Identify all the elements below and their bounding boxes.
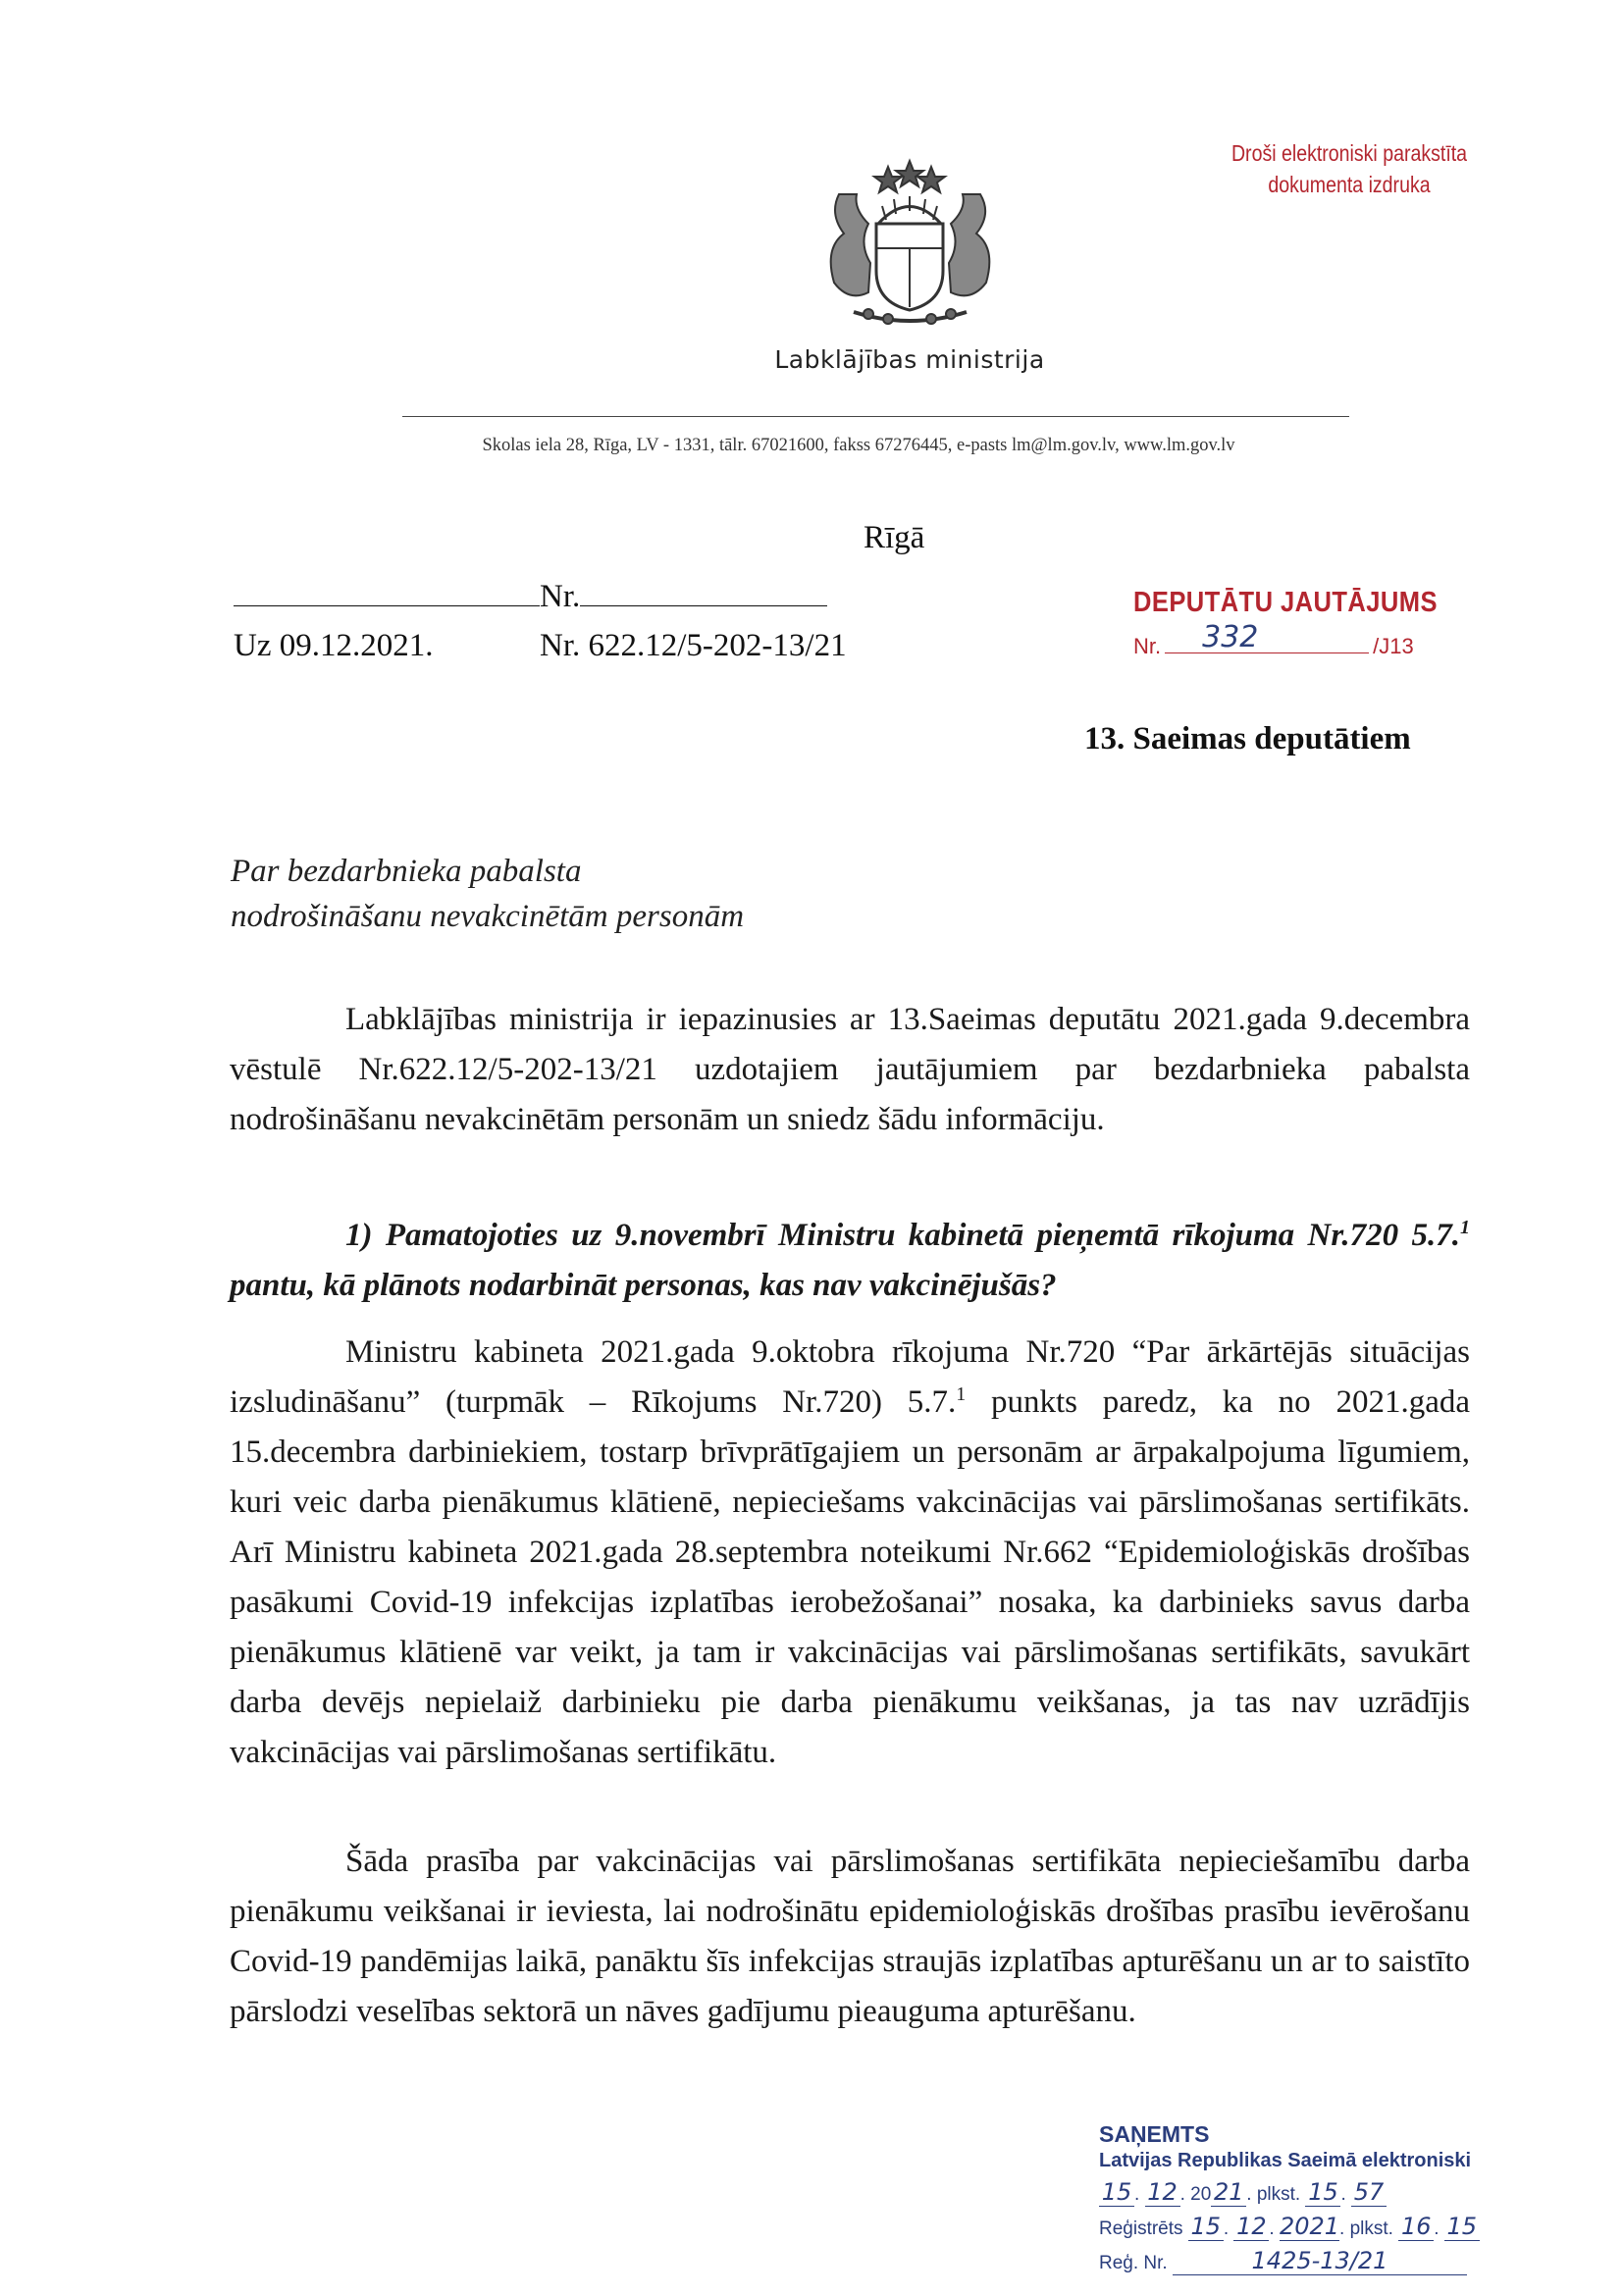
registered-label: Reģistrēts xyxy=(1099,2218,1183,2239)
header-divider xyxy=(402,416,1349,417)
secure-stamp-line2: dokumenta izdruka xyxy=(1268,172,1431,197)
uz-reference-number: Nr. 622.12/5-202-13/21 xyxy=(540,628,847,663)
secure-stamp-line1: Droši elektroniski parakstīta xyxy=(1230,140,1468,166)
registration-number-label: Reģ. Nr. xyxy=(1099,2253,1168,2273)
received-hour: 15 xyxy=(1305,2178,1340,2207)
paragraph-2 xyxy=(230,1328,1470,1778)
received-title: SAŅEMTS xyxy=(1099,2121,1210,2147)
paragraph-2-sup: 1 xyxy=(956,1383,967,1405)
paragraph-3: Šāda prasība par vakcinācijas vai pārslimošanas sertifikāta nepieciešamību darba pienākumu veikšanai ir ieviesta, lai nodrošinātu epidemioloģiskās drošības prasību ievērošanu Covid-19 pandēmijas laikā, panāktu šīs infekcijas straujās izplatības apturēšanu un ar to saistīto pārslodzi veselības sektorā un nāves gadījumu pieauguma apturēšanu. xyxy=(230,1844,1470,2029)
subject-line2: nodrošināšanu nevakcinētām personām xyxy=(231,899,745,934)
registered-month: 12 xyxy=(1233,2213,1269,2241)
recipient: 13. Saeimas deputātiem xyxy=(1084,721,1411,757)
deputy-stamp-number: 332 xyxy=(1202,620,1259,654)
registered-plkst-label: plkst. xyxy=(1349,2218,1393,2239)
registered-datetime: Reģistrēts 15 . 12 . 2021. plkst. 16 . 15 xyxy=(1099,2213,1531,2241)
received-minute: 57 xyxy=(1351,2178,1387,2207)
received-day: 15 xyxy=(1099,2178,1134,2207)
question-1-part-a: 1) Pamatojoties uz 9.novembrī Ministru kabinetā pieņemtā rīkojuma Nr.720 5.7. xyxy=(345,1218,1460,1253)
date-blank xyxy=(234,605,540,606)
registered-minute: 15 xyxy=(1444,2213,1480,2241)
nr-label: Nr. xyxy=(540,579,581,614)
question-1-sup: 1 xyxy=(1460,1217,1470,1238)
deputy-stamp-nr-label: Nr. xyxy=(1133,634,1162,658)
subject-line1: Par bezdarbnieka pabalsta xyxy=(231,854,582,889)
ref-row-blank xyxy=(234,579,827,615)
nr-blank xyxy=(580,605,827,606)
received-year: 21 xyxy=(1211,2178,1246,2207)
registered-day: 15 xyxy=(1188,2213,1224,2241)
paragraph-2-part-b: punkts paredz, ka no 2021.gada 15.decembra darbiniekiem, tostarp brīvprātīgajiem un personām ar ārpakalpojuma līgumiem, kuri veic darba pienākumus klātienē, nepieciešams vakcinācijas vai pārslimošanas sertifikāts. Arī Ministru kabineta 2021.gada 28.septembra noteikumi Nr.662 “Epidemioloģiskās drošības pasākumi Covid-19 infekcijas izplatības ierobežošanai” nosaka, ka darbinieks savus darba pienākumus klātienē var veikt, ja tam ir vakcinācijas vai pārslimošanas sertifikāts, savukārt darba devējs nepielaiž darbinieku pie darba pienākumu veikšanas, ja tas nav uzrādījis vakcinācijas vai pārslimošanas sertifikātu. xyxy=(230,1384,1470,1770)
received-subtitle: Latvijas Republikas Saeimā elektroniski xyxy=(1099,2150,1472,2171)
paragraph-2-part-a: Ministru kabineta 2021.gada 9.oktobra rīkojuma Nr.720 “Par ārkārtējās situācijas izsludināšanu” (turpmāk – Rīkojums Nr.720) 5.7. xyxy=(230,1334,1470,1420)
received-year-prefix: 20 xyxy=(1190,2184,1212,2205)
coat-of-arms-icon xyxy=(800,155,1021,332)
deputy-stamp-suffix: /J13 xyxy=(1373,634,1414,658)
received-month: 12 xyxy=(1145,2178,1180,2207)
registration-number: 1425-13/21 xyxy=(1173,2247,1467,2275)
registered-hour: 16 xyxy=(1398,2213,1434,2241)
secure-signature-stamp xyxy=(1225,137,1475,200)
subject xyxy=(231,849,744,939)
city: Rīgā xyxy=(864,520,925,555)
deputy-stamp-title: DEPUTĀTU JAUTĀJUMS xyxy=(1133,587,1438,618)
received-plkst-label: plkst. xyxy=(1256,2184,1301,2205)
registered-year: 2021 xyxy=(1279,2213,1340,2240)
received-datetime: 15 . 12 . 20 21 . plkst. 15 . 57 xyxy=(1099,2178,1531,2207)
paragraph-1: Labklājības ministrija ir iepazinusies ar 13.Saeimas deputātu 2021.gada 9.decembra vēstulē Nr.622.12/5-202-13/21 uzdotajiem jautājumiem par bezdarbnieka pabalsta nodrošināšanu nevakcinētām personām un sniedz šādu informāciju. xyxy=(230,1002,1470,1137)
deputy-question-stamp xyxy=(1133,587,1447,659)
registration-number-row xyxy=(1099,2247,1531,2275)
question-1 xyxy=(230,1211,1470,1311)
uz-reference: Uz 09.12.2021. xyxy=(234,628,434,663)
ministry-name: Labklājības ministrija xyxy=(774,345,1045,374)
question-1-part-b: pantu, kā plānots nodarbināt personas, kas nav vakcinējušās? xyxy=(230,1268,1057,1303)
received-stamp xyxy=(1099,2121,1531,2275)
ministry-address: Skolas iela 28, Rīga, LV - 1331, tālr. 67021600, fakss 67276445, e-pasts lm@lm.gov.lv, www.lm.gov.lv xyxy=(482,436,1235,455)
